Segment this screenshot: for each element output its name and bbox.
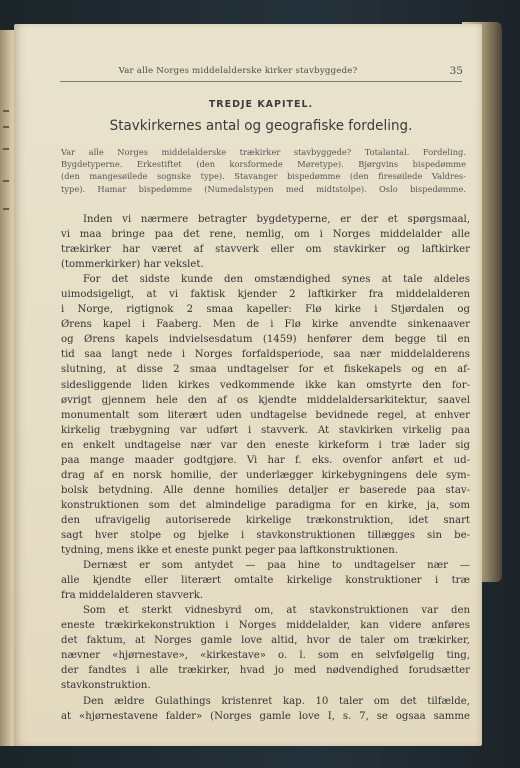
synopsis-line: Bygdetyperne. Erkestiftet (den korsformede Møretype). Bjørgvins bispedømme [61, 159, 466, 170]
synopsis-line: type). Hamar bispedømme (Numedalstypen med midtstolpe). Oslo bispedømme. [61, 183, 466, 194]
text-line: tydning, mens ikke et eneste punkt peger paa laftkonstruktionen. [61, 545, 398, 557]
text-line: kirkelig træbygning var udført i stavverk. At stavkirken virkelig paa [61, 424, 470, 436]
text-line: Ørens kapel i Faaberg. Men de i Flø kirke anvendte sinkenaaver [61, 319, 470, 331]
text-line: monumentalt som literært uden undtagelse bevidnede regel, at enhver [61, 409, 470, 421]
chapter-label: TREDJE KAPITEL. [208, 99, 314, 110]
running-head [58, 66, 463, 80]
page-number: 35 [449, 65, 463, 77]
header-rule [60, 81, 462, 82]
text-line: Som et sterkt vidnesbyrd om, at stavkonstruktionen var den [83, 605, 470, 617]
text-line: slutning, at disse 2 smaa undtagelser for et fiskekapels og en af- [61, 364, 470, 376]
text-line: trækirker har været af stavverk eller om stavkirker og laftkirker [61, 244, 470, 256]
text-line: en enkelt undtagelse nær var den eneste kirkeform i træ lader sig [61, 439, 470, 451]
synopsis-line: Var alle Norges middelalderske trækirker stavbyggede? Totalantal. Fordeling. [61, 147, 466, 157]
text-line: i Norge, rigtignok 2 smaa kapeller: Flø kirke i Stjørdalen og [61, 304, 470, 316]
body-text [61, 212, 470, 724]
text-line: paa mange maader godtgjøre. Vi har f. eks. ovenfor anført et ud- [61, 454, 470, 466]
text-line: sagt hver stolpe og bjelke i stavkonstruktionen tillægges sin be- [61, 529, 470, 541]
text-line: konstruktionen som det almindelige paradigma for en kirke, ja, som [61, 499, 470, 511]
text-line: at «hjørnestavene falder» (Norges gamle love I, s. 7, se ogsaa samme [61, 710, 470, 722]
running-head-title: Var alle Norges middelalderske kirker stavbyggede? [118, 66, 358, 76]
chapter-heading: Stavkirkernes antal og geografiske fordeling. [109, 118, 413, 134]
synopsis-line: (den mangesøilede sognske type). Stavanger bispedømme (den firesøilede Valdres- [61, 171, 466, 182]
text-line: drag af en norsk homilie, der underlægger kirkebygningens dele sym- [61, 469, 470, 481]
text-line: nævner «hjørnestave», «kirkestave» o. l. som en selvfølgelig ting, [61, 650, 470, 662]
text-line: fra middelalderen stavverk. [61, 590, 204, 602]
chapter-synopsis [61, 146, 466, 195]
text-line: stavkonstruktion. [61, 680, 151, 692]
text-line: uimodsigeligt, at vi faktisk kjender 2 laftkirker fra middelalderen [61, 289, 470, 301]
text-line: vi maa bringe paa det rene, nemlig, om i Norges middelalder alle [61, 229, 470, 241]
text-line: det faktum, at Norges gamle love altid, hvor de taler om trækirker, [61, 635, 470, 647]
text-line: alle kjendte eller literært omtalte kirkelige konstruktioner i træ [61, 575, 470, 587]
text-line: bolsk betydning. Alle denne homilies detaljer er baserede paa stav- [61, 484, 470, 496]
text-line: tid saa langt nede i Norges forfaldsperiode, saa nær middelalderens [61, 349, 470, 361]
text-line: øvrigt gjennem hele den af os kjendte middelaldersarkitektur, saavel [61, 394, 470, 406]
text-line: Dernæst er som antydet — paa hine to undtagelser nær — [83, 560, 470, 572]
text-line: eneste trækirkekonstruktion i Norges middelalder, kan videre anføres [61, 620, 470, 632]
text-line: der fandtes i alle trækirker, hvad jo med nødvendighed forudsætter [61, 665, 470, 677]
text-line: og Ørens kapels indvielsesdatum (1459) henfører dem begge til en [61, 334, 470, 346]
text-line: Den ældre Gulathings kristenret kap. 10 taler om det tilfælde, [83, 695, 470, 707]
text-line: den ufravigelig autoriserede kirkelige trækonstruktion, idet snart [61, 514, 470, 526]
text-line: For det sidste kunde den omstændighed synes at tale aldeles [83, 274, 470, 286]
text-line: sidesliggende liden kirkes vedkommende ikke kan omstyrte den for- [61, 379, 470, 391]
text-line: Inden vi nærmere betragter bygdetyperne, er der et spørgsmaal, [83, 214, 470, 225]
text-line: (tommerkirker) har vekslet. [61, 259, 204, 271]
